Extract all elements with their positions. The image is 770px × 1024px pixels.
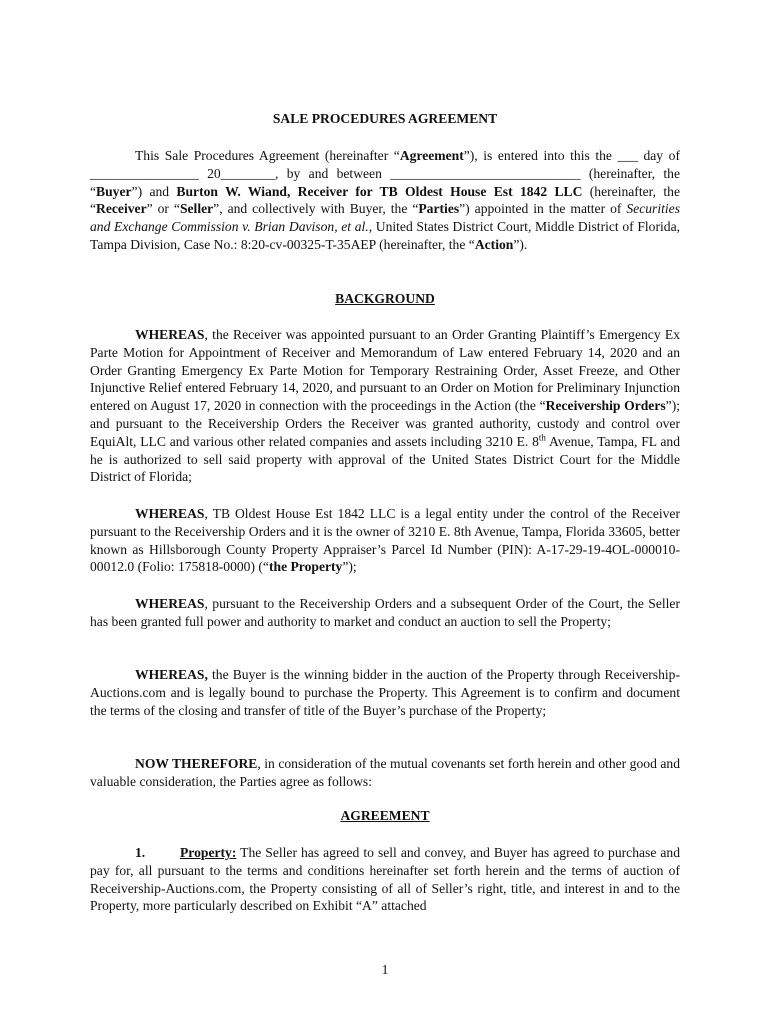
text: ”), is entered into this the ___ day of ________________ 20________, by and between ____________________________ (hereinafter, the “ <box>90 148 680 199</box>
whereas-lead: WHEREAS <box>135 506 205 521</box>
section-number: 1. <box>135 845 146 860</box>
now-therefore-lead: NOW THEREFORE <box>135 756 258 771</box>
now-therefore-paragraph <box>90 755 680 791</box>
agreement-heading: AGREEMENT <box>340 808 430 823</box>
defined-term: Receiver <box>96 201 147 217</box>
page-number: 1 <box>381 962 389 977</box>
text: ”); and pursuant to the Receivership Orders the Receiver was granted authority, custody and control over EquiAlt, LLC and various other related companies and assets including 3210 E. 8 <box>90 398 680 449</box>
text: (hereinafter, the “ <box>90 183 680 217</box>
defined-term: the Property <box>268 559 343 575</box>
receiver-name: Burton W. Wiand, Receiver for TB Oldest House Est 1842 LLC <box>176 183 583 199</box>
defined-term: Buyer <box>96 183 132 199</box>
case-name: Securities and Exchange Commission v. Brian Davison, et al. <box>90 201 680 235</box>
whereas-paragraph-3 <box>90 595 680 631</box>
text: , in consideration of the mutual covenants set forth herein and other good and valuable consideration, the Parties agree as follows: <box>90 756 680 789</box>
document-title: SALE PROCEDURES AGREEMENT <box>272 111 498 126</box>
text: ”) and <box>131 183 177 199</box>
whereas-paragraph-1 <box>90 326 680 486</box>
text: ”) appointed in the matter of <box>459 201 627 217</box>
defined-term: Seller <box>179 201 214 217</box>
text: the Buyer is the winning bidder in the auction of the Property through Receivership-Auctions.com and is legally bound to purchase the Property. This Agreement is to confirm and document the terms of the closing and transfer of title of the Buyer’s purchase of the Property; <box>90 667 680 718</box>
defined-term: Receivership Orders <box>545 398 666 414</box>
superscript: th <box>538 432 546 443</box>
text: , United States District Court, Middle District of Florida, Tampa Division, Case No.: 8:20-cv-00325-T-35AEP (hereinafter, the “ <box>90 219 681 252</box>
text: , TB Oldest House Est 1842 LLC is a legal entity under the control of the Receiver pursuant to the Receivership Orders and it is the owner of 3210 E. 8th Avenue, Tampa, Florida 33605, better known as Hillsborough County Property Appraiser’s Parcel Id Number (PIN): A-17-29-19-4OL-000010-00012.0 (Folio: 175818-0000) (“ <box>90 506 680 575</box>
text: ”, and collectively with Buyer, the “ <box>213 201 419 217</box>
background-heading: BACKGROUND <box>335 291 435 306</box>
text: Avenue, Tampa, FL and he is authorized to sell said property with approval of the United States District Court for the Middle District of Florida; <box>90 433 680 485</box>
whereas-paragraph-2 <box>90 505 680 576</box>
whereas-lead: WHEREAS <box>135 327 205 342</box>
section-1-paragraph <box>90 844 680 915</box>
defined-term: Action <box>474 236 514 252</box>
whereas-lead: WHEREAS, <box>135 667 208 682</box>
section-heading: Property: <box>180 845 237 860</box>
defined-term: Agreement <box>399 148 464 163</box>
text: , the Receiver was appointed pursuant to an Order Granting Plaintiff’s Emergency Ex Parte Motion for Appointment of Receiver and Memorandum of Law entered February 14, 2020 and an Order Granting Emergency Ex Parte Motion for Temporary Restraining Order, Asset Freeze, and Other Injunctive Relief entered February 14, 2020, and pursuant to an Order on Motion for Preliminary Injunction entered on August 17, 2020 in connection with the proceedings in the Action (the “ <box>90 327 680 414</box>
intro-paragraph <box>90 147 680 254</box>
text: , pursuant to the Receivership Orders and a subsequent Order of the Court, the Seller has been granted full power and authority to market and conduct an auction to sell the Property; <box>90 596 680 629</box>
defined-term: Parties <box>418 201 460 217</box>
text: This Sale Procedures Agreement (hereinafter “ <box>135 148 400 163</box>
text: ”); <box>342 559 357 575</box>
whereas-lead: WHEREAS <box>135 596 205 611</box>
text: The Seller has agreed to sell and convey, and Buyer has agreed to purchase and pay for, all pursuant to the terms and conditions hereinafter set forth herein and the terms of auction of Receivership-Auctions.com, the Property consisting of all of Seller’s right, title, and interest in and to the Property, more particularly described on Exhibit “A” attached <box>90 845 680 914</box>
whereas-paragraph-4 <box>90 666 680 719</box>
text: ” or “ <box>146 201 180 217</box>
text: ”). <box>513 236 528 252</box>
